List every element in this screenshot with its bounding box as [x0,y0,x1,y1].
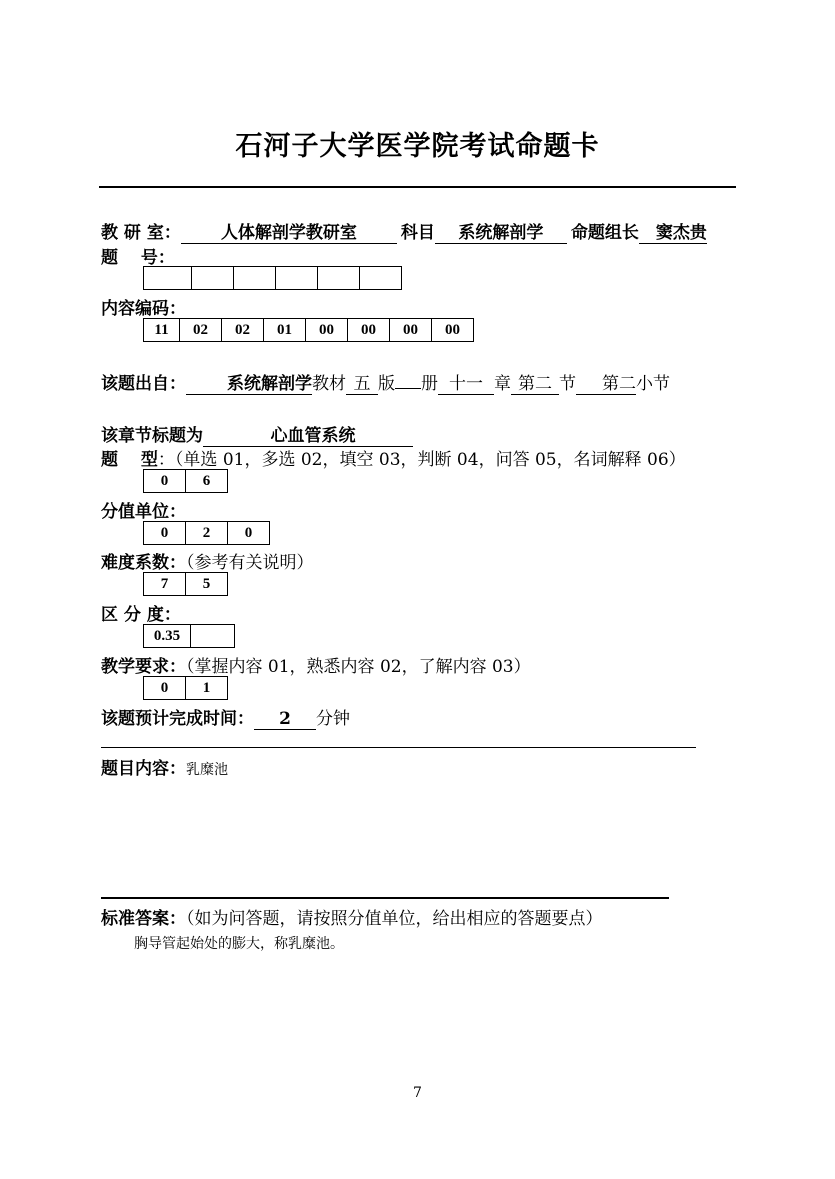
content-value: 乳糜池 [186,762,228,778]
content-code-label: 内容编码： [101,299,186,319]
teaching-req-cell: 0 [144,677,186,700]
source-chapter: 十一 [438,376,494,395]
question-type-cell: 6 [186,470,228,493]
content-code-cell: 00 [390,319,432,342]
answer-note: （如为问答题，请按照分值单位，给出相应的答题要点） [186,909,603,929]
source-subsection: 第二 [576,376,636,395]
subject-value: 系统解剖学 [435,225,567,244]
chapter-title-row [101,421,413,447]
time-value: 2 [254,711,316,730]
content-code-cell: 02 [222,319,264,342]
time-row [101,704,350,730]
score-unit-cell: 0 [144,522,186,545]
source-book: 系统解剖学 [186,376,312,395]
content-label: 题目内容： [101,759,186,779]
answer-value: 胸导管起始处的膨大，称乳糜池。 [134,936,344,952]
content-code-cell: 00 [348,319,390,342]
source-edition-word: 版 [378,374,395,394]
difficulty-cell: 5 [186,573,228,596]
score-unit-cell: 2 [186,522,228,545]
department-value: 人体解剖学教研室 [181,225,397,244]
question-no-cell [192,267,234,290]
difficulty-row [101,548,314,573]
question-type-row [101,445,686,470]
answer-row [101,904,603,929]
leader-label: 命题组长 [570,223,639,243]
teaching-req-cell: 1 [186,677,228,700]
source-section: 第二 [511,376,559,395]
answer-divider [101,897,669,899]
teaching-req-cells [143,676,228,700]
answer-label: 标准答案： [101,909,186,929]
source-volume-word: 册 [421,374,438,394]
source-edition: 五 [346,376,378,395]
department-row [101,218,707,244]
discrimination-cell [191,625,235,648]
question-type-label: 题 型 [101,450,158,470]
title-divider [99,186,736,188]
score-unit-cells [143,521,270,545]
difficulty-cell: 7 [144,573,186,596]
page-title: 石河子大学医学院考试命题卡 [235,131,600,162]
content-row [101,754,228,779]
content-code-cell: 02 [180,319,222,342]
department-label: 教 研 室： [101,223,181,243]
question-type-cells [143,469,228,493]
source-textbook-word: 教材 [312,374,346,394]
page-number: 7 [413,1085,422,1101]
time-label: 该题预计完成时间： [101,709,254,729]
question-no-cell [144,267,192,290]
discrimination-cell: 0.35 [144,625,191,648]
discrimination-cells [143,624,235,648]
difficulty-cells [143,572,228,596]
source-volume [395,388,421,389]
content-code-cells [143,318,474,342]
question-no-cell [360,267,402,290]
discrimination-label: 区 分 度： [101,605,181,625]
teaching-req-row [101,652,531,677]
chapter-title-label: 该章节标题为 [101,426,203,446]
content-code-cell: 00 [432,319,474,342]
source-row [101,369,670,395]
content-code-cell: 11 [144,319,180,342]
content-code-cell: 01 [264,319,306,342]
difficulty-label: 难度系数： [101,553,186,573]
question-no-cells [143,266,402,290]
source-chapter-word: 章 [494,374,511,394]
source-label: 该题出自： [101,374,186,394]
question-no-label: 题 号： [101,248,175,268]
teaching-req-note: （掌握内容 01，熟悉内容 02，了解内容 03） [186,657,531,677]
chapter-title-value: 心血管系统 [203,428,413,447]
time-unit: 分钟 [316,709,350,729]
content-code-cell: 00 [306,319,348,342]
source-section-word: 节 [559,374,576,394]
question-no-cell [318,267,360,290]
teaching-req-label: 教学要求： [101,657,186,677]
leader-value: 窦杰贵 [639,225,707,244]
content-divider [101,747,696,748]
question-no-cell [276,267,318,290]
question-type-note: ：（单选 01，多选 02，填空 03，判断 04，问答 05，名词解释 06） [157,450,686,470]
question-no-cell [234,267,276,290]
question-type-cell: 0 [144,470,186,493]
source-subsection-word: 小节 [636,374,670,394]
subject-label: 科目 [400,223,435,243]
score-unit-cell: 0 [228,522,270,545]
score-unit-label: 分值单位： [101,502,186,522]
difficulty-note: （参考有关说明） [186,553,314,573]
